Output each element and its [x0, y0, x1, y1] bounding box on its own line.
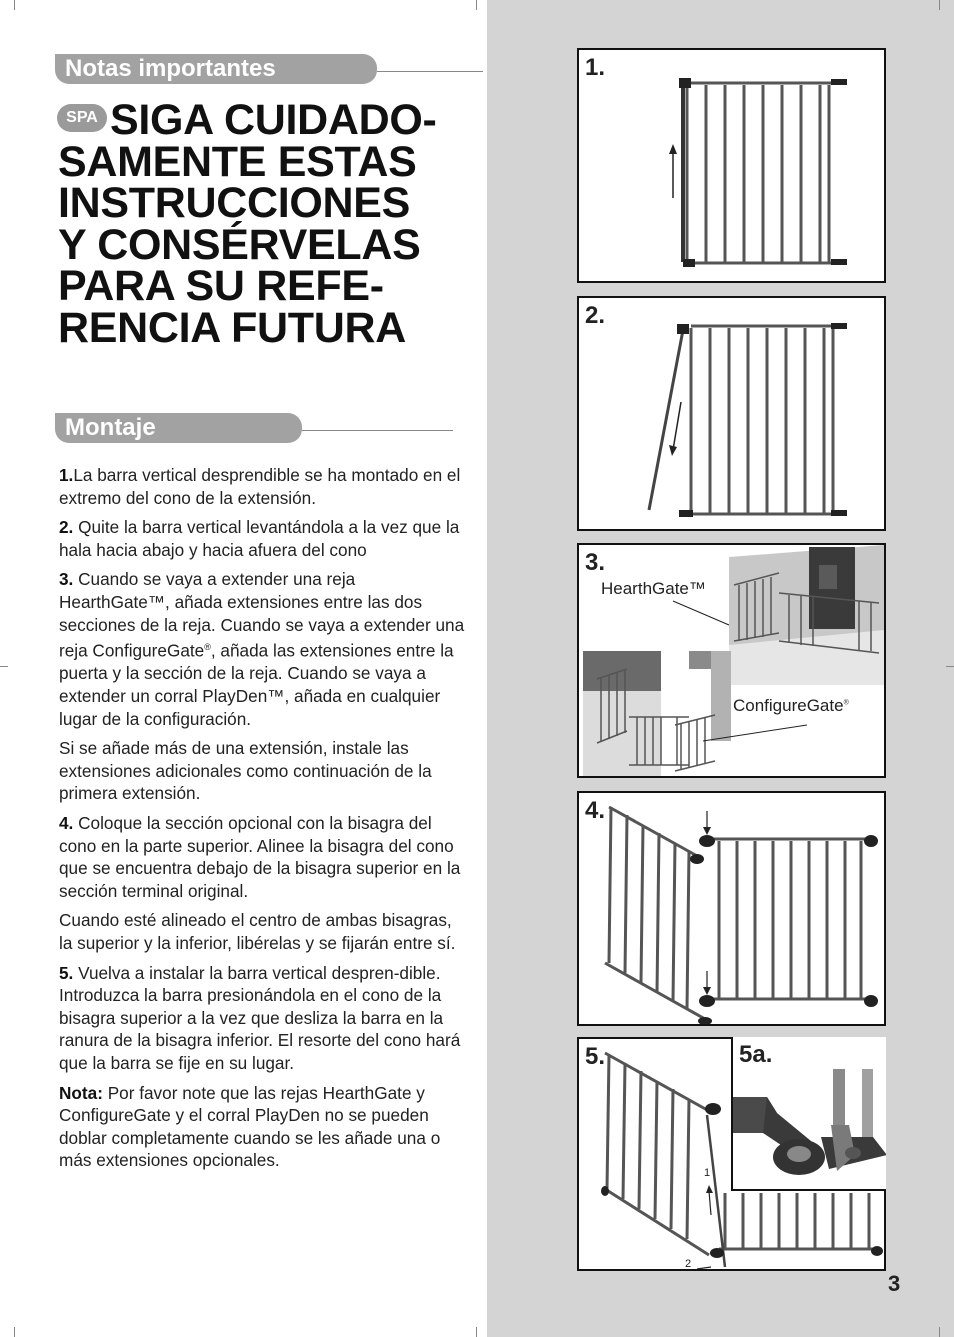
figure-number: 1.: [585, 54, 606, 81]
figure-5a-inset: [731, 1037, 886, 1191]
note: Nota: Por favor note que las rejas HearthGate y ConfigureGate y el corral PlayDen no se pueden doblar completamente cuando se les añade una o más extensiones opcionales.: [59, 1082, 441, 1171]
figure-number: 5a.: [739, 1041, 773, 1068]
gate-extension-illustration: [579, 50, 884, 281]
section-rule: [377, 71, 483, 72]
crop-mark: [476, 0, 477, 10]
figure-2: [577, 296, 886, 531]
figure-4: [577, 791, 886, 1026]
hearthgate-label: HearthGate™: [601, 579, 706, 598]
configuregate-label: ConfigureGate®: [733, 696, 849, 715]
language-badge: SPA: [57, 104, 107, 132]
figure-3: [577, 543, 886, 778]
crop-mark: [476, 1327, 477, 1337]
headline-line: SIGA CUIDADO-: [110, 96, 437, 144]
headline-line: Y CONSÉRVELAS: [58, 220, 421, 269]
hinge-alignment-illustration: [579, 793, 884, 1024]
crop-mark: [939, 1327, 940, 1337]
gate-bar-removal-illustration: [579, 298, 884, 529]
figure-number: 3.: [585, 549, 606, 576]
crop-mark: [939, 0, 940, 10]
figure-1: [577, 48, 886, 283]
figure-number: 2.: [585, 302, 606, 329]
warning-headline: [58, 96, 478, 352]
figure-number: 4.: [585, 797, 606, 824]
step-5: 5. Vuelva a instalar la barra vertical despren-dible. Introduzca la barra presionándola en el cono de la bisagra superior a la vez que desliza la barra en la ranura de la bisagra inferior. El resorte del cono hará que la barra se fije en su lugar.: [59, 962, 461, 1073]
direction-mark-1: 1: [704, 1167, 711, 1179]
assembly-instructions: [59, 464, 469, 1179]
crop-mark: [14, 0, 15, 10]
headline-line: INSTRUCCIONES: [58, 179, 411, 227]
step-4-extra: Cuando esté alineado el centro de ambas bisagras, la superior y la inferior, libérelas y se fijarán entre sí.: [59, 910, 456, 954]
crop-mark: [14, 1327, 15, 1337]
crop-mark: [0, 666, 8, 667]
direction-mark-2: 2: [685, 1258, 692, 1270]
section-rule: [302, 430, 453, 431]
step-3-extra: Si se añade más de una extensión, instale las extensiones adicionales como continuación de la primera extensión.: [59, 738, 432, 804]
step-2: 2. Quite la barra vertical levantándola a la vez que la hala hacia abajo y hacia afuera del cono: [59, 517, 460, 560]
headline-line: PARA SU REFE-: [58, 262, 384, 310]
step-3: 3. Cuando se vaya a extender una reja HearthGate™, añada extensiones entre las dos secciones de la reja. Cuando se vaya a extender una reja ConfigureGate®, añada las extensiones entre la puerta y la sección de la reja. Cuando se vaya a extender un corral PlayDen™, añada en cualquier lugar de la configuración.: [59, 569, 465, 729]
headline-line: SAMENTE ESTAS: [58, 137, 417, 186]
headline-line: RENCIA FUTURA: [58, 303, 407, 352]
section-heading-important-notes: Notas importantes: [55, 54, 377, 84]
crop-mark: [946, 666, 954, 667]
page-number: 3: [888, 1271, 901, 1296]
figure-number: 5.: [585, 1043, 606, 1070]
step-4: 4. Coloque la sección opcional con la bisagra del cono en la parte superior. Alinee la bisagra del cono que se encuentra debajo de la bisagra superior en la sección terminal original.: [59, 813, 461, 901]
section-heading-assembly: Montaje: [55, 413, 302, 443]
step-1: 1.La barra vertical desprendible se ha montado en el extremo del cono de la extensión.: [59, 465, 461, 508]
